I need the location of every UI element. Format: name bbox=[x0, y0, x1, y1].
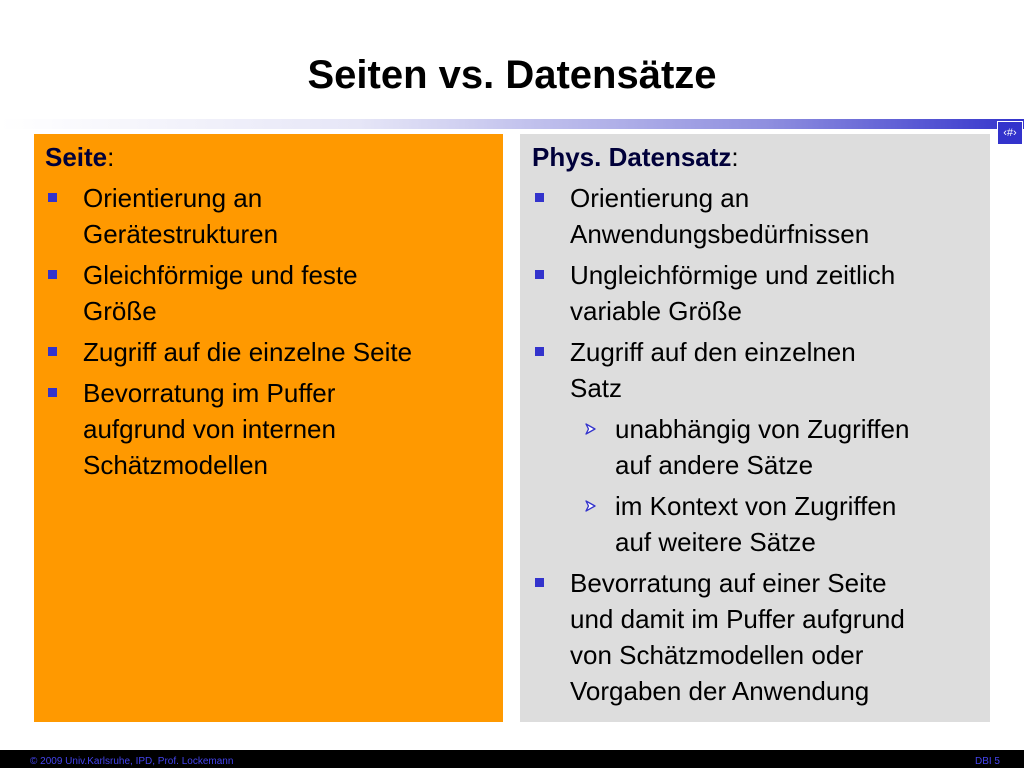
square-bullet-icon bbox=[535, 270, 544, 279]
list-item bbox=[34, 334, 503, 370]
right-panel-datensatz bbox=[520, 134, 990, 722]
subitem-line: im Kontext von Zugriffen bbox=[615, 491, 897, 521]
square-bullet-icon bbox=[535, 347, 544, 356]
item-line: Ungleichförmige und zeitlich bbox=[570, 260, 896, 290]
list-item bbox=[520, 180, 990, 252]
footer-copyright: © 2009 Univ.Karlsruhe, IPD, Prof. Lockemann bbox=[30, 756, 234, 767]
subitem-line: auf weitere Sätze bbox=[615, 527, 816, 557]
item-line: Orientierung an bbox=[83, 183, 263, 213]
sub-list-item bbox=[520, 411, 990, 483]
slide-title: Seiten vs. Datensätze bbox=[307, 53, 717, 97]
heading-colon: : bbox=[731, 142, 739, 172]
item-line: und damit im Puffer aufgrund bbox=[570, 604, 905, 634]
title-divider bbox=[0, 119, 1024, 129]
item-line: Gleichförmige und feste bbox=[83, 260, 358, 290]
heading-keyword: Phys. Datensatz bbox=[532, 142, 732, 172]
item-line: Größe bbox=[83, 296, 157, 326]
list-item bbox=[34, 257, 503, 329]
square-bullet-icon bbox=[535, 193, 544, 202]
item-line: Bevorratung im Puffer bbox=[83, 378, 336, 408]
left-panel-seite bbox=[34, 134, 503, 722]
subitem-line: auf andere Sätze bbox=[615, 450, 814, 480]
slide-number-box: ‹#› bbox=[997, 121, 1023, 145]
arrow-bullet-icon bbox=[585, 423, 596, 435]
footer-page-label: DBI 5 bbox=[974, 756, 1000, 767]
slide-footer bbox=[0, 750, 1024, 768]
sub-list-item bbox=[520, 488, 990, 560]
item-line: von Schätzmodellen oder bbox=[570, 640, 864, 670]
list-item bbox=[34, 375, 503, 483]
heading-keyword: Seite bbox=[45, 142, 108, 172]
item-line: Satz bbox=[570, 373, 623, 403]
list-item bbox=[520, 565, 990, 709]
item-line: Anwendungsbedürfnissen bbox=[570, 219, 870, 249]
square-bullet-icon bbox=[48, 193, 57, 202]
square-bullet-icon bbox=[535, 578, 544, 587]
item-line: Zugriff auf die einzelne Seite bbox=[83, 337, 413, 367]
square-bullet-icon bbox=[48, 388, 57, 397]
panel-heading bbox=[34, 139, 503, 175]
square-bullet-icon bbox=[48, 270, 57, 279]
heading-colon: : bbox=[107, 142, 115, 172]
square-bullet-icon bbox=[48, 347, 57, 356]
list-item bbox=[520, 334, 990, 406]
item-line: Schätzmodellen bbox=[83, 450, 268, 480]
item-line: Orientierung an bbox=[570, 183, 750, 213]
item-line: Zugriff auf den einzelnen bbox=[570, 337, 856, 367]
subitem-line: unabhängig von Zugriffen bbox=[615, 414, 910, 444]
list-item bbox=[34, 180, 503, 252]
item-line: aufgrund von internen bbox=[83, 414, 336, 444]
panel-heading bbox=[520, 139, 990, 175]
item-line: Gerätestrukturen bbox=[83, 219, 279, 249]
item-line: Vorgaben der Anwendung bbox=[570, 676, 870, 706]
list-item bbox=[520, 257, 990, 329]
arrow-bullet-icon bbox=[585, 500, 596, 512]
item-line: Bevorratung auf einer Seite bbox=[570, 568, 887, 598]
item-line: variable Größe bbox=[570, 296, 742, 326]
